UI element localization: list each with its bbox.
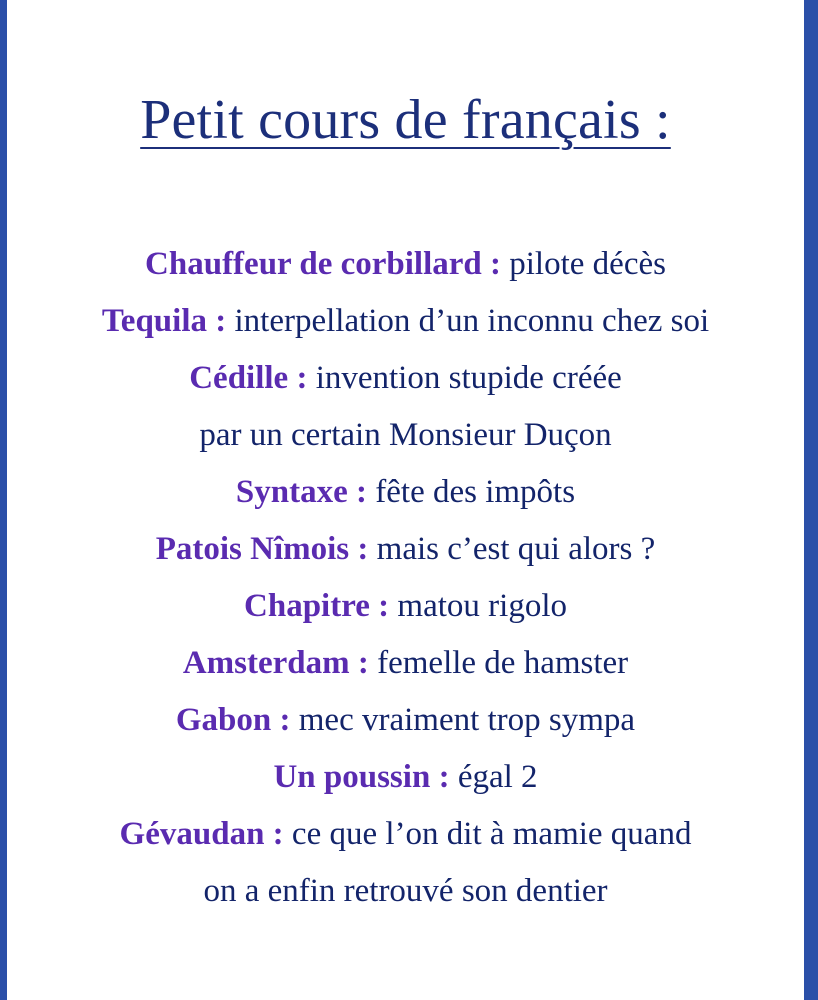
entry-term: Cédille xyxy=(189,360,289,396)
entry-definition: pilote décès xyxy=(509,246,666,282)
entry-separator: : xyxy=(271,702,299,738)
list-item xyxy=(7,236,804,293)
entry-separator: : xyxy=(369,588,398,624)
entry-definition: mec vraiment trop sympa xyxy=(298,702,636,738)
list-item xyxy=(7,407,804,464)
entry-term: Amsterdam xyxy=(182,645,350,681)
entry-term: Patois Nîmois xyxy=(155,531,350,567)
entry-separator: : xyxy=(206,303,235,339)
entry-term: Tequila xyxy=(101,303,207,339)
entry-definition: ce que l’on dit à mamie quand xyxy=(291,816,692,852)
list-item xyxy=(7,293,804,350)
entry-separator: : xyxy=(288,360,316,396)
entry-term: Chauffeur de corbillard xyxy=(145,246,482,282)
list-item xyxy=(7,863,804,920)
entry-definition: femelle de hamster xyxy=(377,645,629,681)
list-item xyxy=(7,635,804,692)
entry-term: Chapitre xyxy=(244,588,370,624)
entry-term: Gabon xyxy=(175,702,272,738)
entry-definition: matou rigolo xyxy=(397,588,567,624)
entry-separator: : xyxy=(349,645,378,681)
list-item xyxy=(7,350,804,407)
entry-definition: on a enfin retrouvé son dentier xyxy=(203,873,608,909)
list-item xyxy=(7,692,804,749)
definition-list xyxy=(7,236,804,920)
entry-definition: invention stupide créée xyxy=(315,360,622,396)
entry-definition: fête des impôts xyxy=(375,474,576,510)
entry-separator: : xyxy=(264,816,292,852)
entry-separator: : xyxy=(430,759,458,795)
page-title xyxy=(7,88,804,152)
entry-term: Syntaxe xyxy=(235,474,348,510)
list-item xyxy=(7,578,804,635)
entry-separator: : xyxy=(481,246,510,282)
list-item xyxy=(7,521,804,578)
list-item xyxy=(7,749,804,806)
entry-term: Un poussin xyxy=(273,759,431,795)
entry-definition: égal 2 xyxy=(457,759,538,795)
entry-definition: par un certain Monsieur Duçon xyxy=(199,417,612,453)
page-title-text: Petit cours de français : xyxy=(140,89,671,151)
list-item xyxy=(7,806,804,863)
list-item xyxy=(7,464,804,521)
entry-separator: : xyxy=(349,531,377,567)
entry-definition: interpellation d’un inconnu chez soi xyxy=(234,303,710,339)
entry-definition: mais c’est qui alors ? xyxy=(376,531,656,567)
entry-separator: : xyxy=(347,474,376,510)
entry-term: Gévaudan xyxy=(119,816,265,852)
